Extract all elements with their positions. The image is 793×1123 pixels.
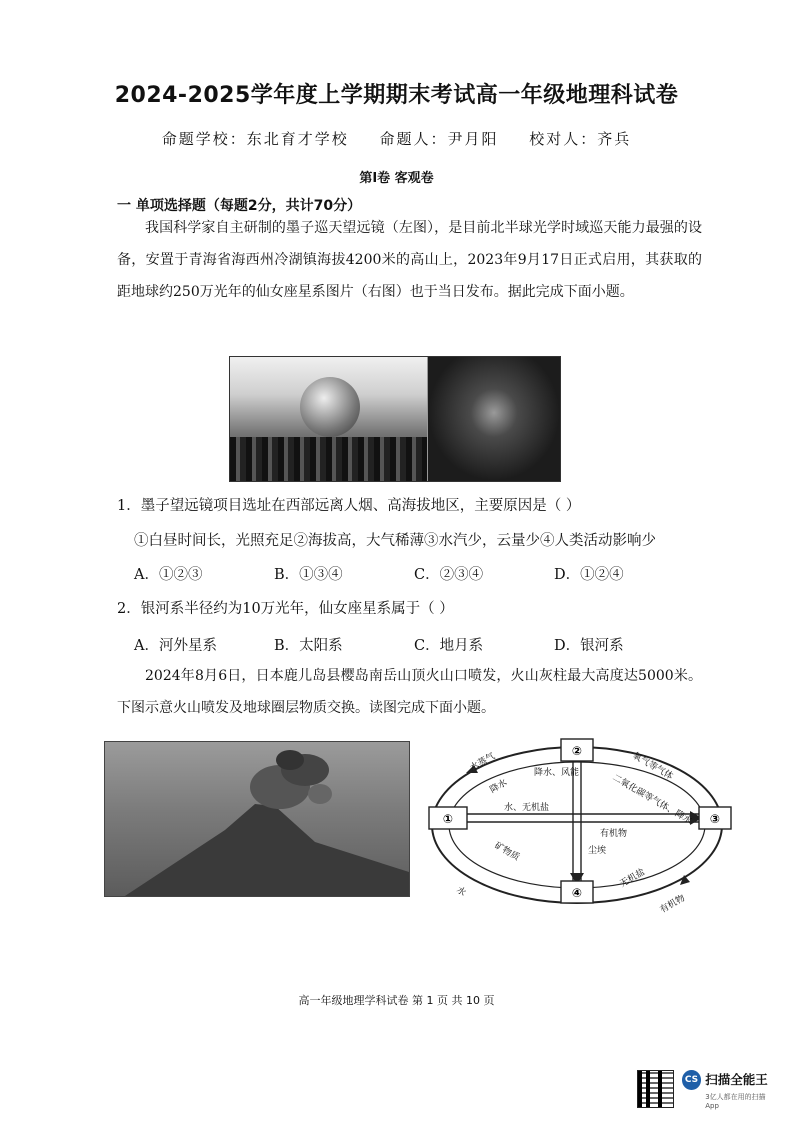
node-1-label: ① [442, 812, 454, 826]
q2-option-c: C．地月系 [414, 638, 484, 654]
telescope-dome [300, 377, 360, 437]
q1-option-d: D．①②④ [554, 567, 624, 583]
label-dust: 尘埃 [588, 846, 607, 856]
label-precip: 降水 [488, 777, 510, 796]
label-inorganic: 无机盐 [618, 867, 647, 890]
label-water-minerals: 水、无机盐 [504, 803, 550, 813]
q2-option-b: B．太阳系 [274, 638, 343, 654]
camscanner-logo-icon: CS [682, 1070, 701, 1090]
exam-title: 2024-2025学年度上学期期末考试高一年级地理科试卷 [114, 83, 679, 108]
sphere-exchange-diagram [422, 735, 732, 925]
label-co2-rain: 二氧化碳等气体、降水 [610, 772, 694, 827]
telescope-galaxy-photos [229, 356, 561, 482]
watermark-text [705, 1070, 777, 1110]
label-organic-lower: 有机物 [658, 893, 687, 916]
label-water: 水 [454, 885, 468, 899]
byline-setter: 命题人：尹月阳 [379, 130, 499, 148]
page-footer: 高一年级地理学科试卷 第 1 页 共 10 页 [298, 994, 495, 1007]
label-organic-center: 有机物 [600, 829, 628, 839]
volcano-illustration [105, 742, 409, 896]
byline-school: 命题学校：东北育才学校 [161, 130, 349, 148]
section-heading: 一 单项选择题（每题2分，共计70分） [117, 198, 362, 214]
question-1-options [134, 563, 654, 584]
q2-option-a: A．河外星系 [134, 638, 217, 654]
q2-option-d: D．银河系 [554, 638, 624, 654]
watermark-subtitle: 3亿人都在用的扫描App [705, 1093, 766, 1110]
node-2-label: ② [571, 744, 583, 758]
label-water-vapor: 水蒸气 [468, 751, 497, 774]
volcano-eruption-photo [104, 741, 410, 897]
question-1-stem: 1．墨子望远镜项目选址在西部远离人烟、高海拔地区，主要原因是（ ） [117, 498, 581, 514]
inner-cycle-ellipse [449, 762, 705, 888]
passage-volcano: 2024年8月6日，日本鹿儿岛县樱岛南岳山顶火山口喷发，火山灰柱最大高度达5000米。下图示意火山喷发及地球圈层物质交换。读图完成下面小题。 [117, 668, 702, 716]
q1-option-c: C．②③④ [414, 567, 484, 583]
telescope-mount [230, 437, 427, 481]
q1-option-a: A．①②③ [134, 567, 203, 583]
question-2-stem: 2．银河系半径约为10万光年，仙女座星系属于（ ） [117, 601, 454, 617]
watermark-brand: 扫描全能王 [705, 1072, 768, 1087]
label-o2-gas: 氧气等气体 [630, 750, 675, 783]
label-minerals: 矿物质 [492, 840, 521, 864]
label-precip-wind: 降水、风能 [534, 768, 580, 778]
byline-checker: 校对人：齐兵 [529, 130, 632, 148]
node-4-label: ④ [571, 886, 583, 900]
part-heading: 第Ⅰ卷 客观卷 [359, 171, 434, 186]
qr-code-icon [637, 1070, 674, 1108]
question-2-options [134, 634, 654, 655]
byline [0, 128, 793, 149]
telescope-photo [230, 357, 427, 481]
scanner-watermark [637, 1070, 777, 1110]
andromeda-galaxy-photo [427, 357, 560, 481]
node-3-label: ③ [709, 812, 721, 826]
question-1-statements: ①白昼时间长，光照充足②海拔高，大气稀薄③水汽少，云量少④人类活动影响少 [134, 533, 656, 549]
passage-telescope: 我国科学家自主研制的墨子巡天望远镜（左图），是目前北半球光学时域巡天能力最强的设备，安置于青海省海西州冷湖镇海拔4200米的高山上，2023年9月17日正式启用，其获取的距地球约250万光年的仙女座星系图片（右图）也于当日发布。据此完成下面小题。 [117, 220, 702, 300]
q1-option-b: B．①③④ [274, 567, 343, 583]
